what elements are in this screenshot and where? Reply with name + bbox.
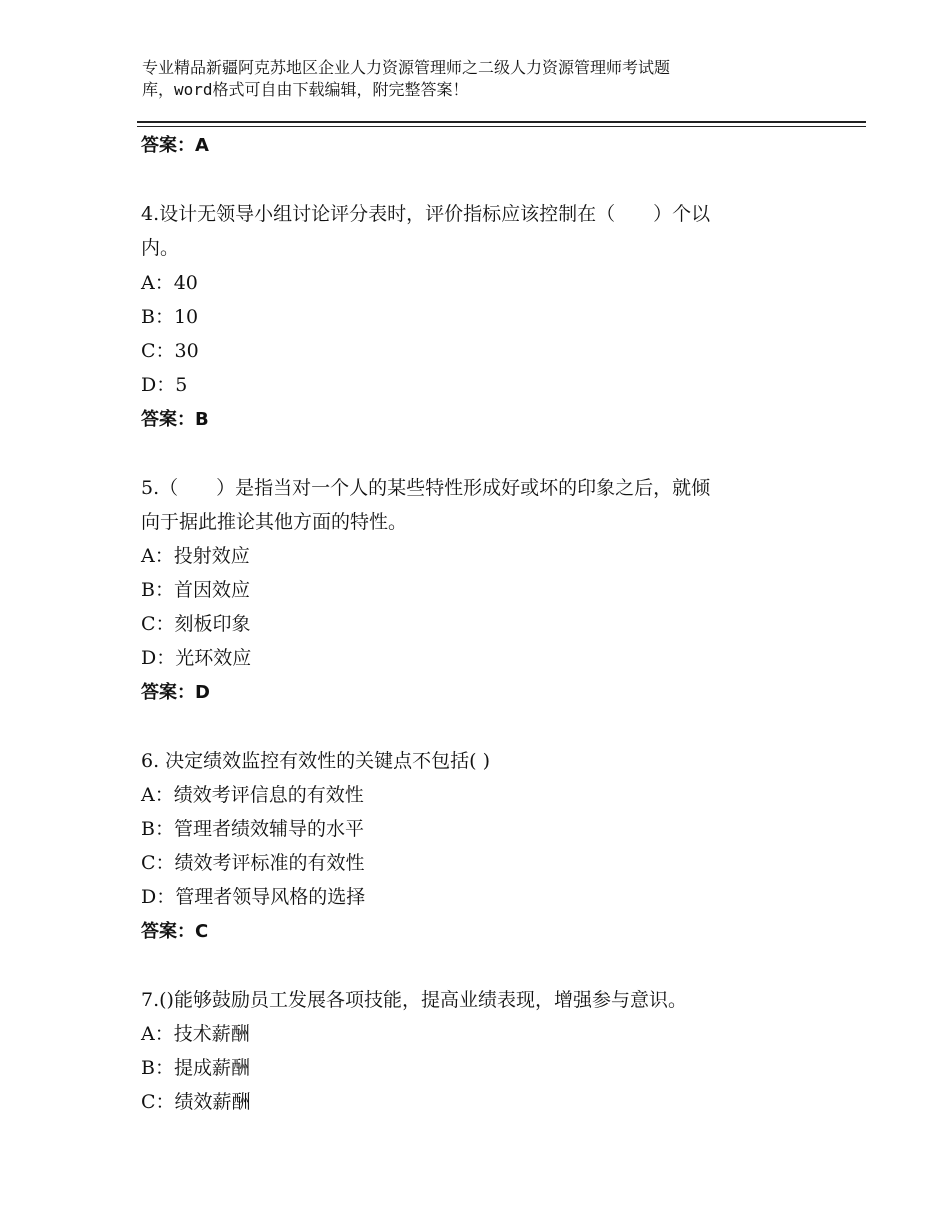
question-6-option-c: C：绩效考评标准的有效性 (141, 852, 365, 874)
question-5-stem-line-2: 向于据此推论其他方面的特性。 (141, 511, 408, 533)
question-4-option-c: C：30 (141, 340, 199, 362)
answer-q6: 答案：C (141, 921, 209, 942)
question-4-option-a: A：40 (141, 272, 198, 294)
question-7-option-c: C：绩效薪酬 (141, 1091, 251, 1113)
header-title-line-1: 专业精品新疆阿克苏地区企业人力资源管理师之二级人力资源管理师考试题 (142, 58, 671, 77)
question-5-option-c: C：刻板印象 (141, 613, 251, 635)
question-6-stem: 6. 决定绩效监控有效性的关键点不包括( ) (141, 750, 491, 772)
answer-q4: 答案：B (141, 409, 209, 430)
question-4-option-b: B：10 (141, 306, 199, 328)
question-5-option-d: D：光环效应 (141, 647, 252, 669)
question-6-option-b: B：管理者绩效辅导的水平 (141, 818, 364, 840)
answer-q3: 答案：A (141, 135, 209, 156)
question-6-option-a: A：绩效考评信息的有效性 (141, 784, 364, 806)
question-7-option-a: A：技术薪酬 (141, 1023, 250, 1045)
question-7-stem: 7.()能够鼓励员工发展各项技能，提高业绩表现，增强参与意识。 (141, 989, 687, 1011)
header-rule-thin (137, 126, 866, 127)
answer-q5: 答案：D (141, 682, 210, 703)
question-4-stem-line-2: 内。 (141, 237, 180, 259)
question-6-option-d: D：管理者领导风格的选择 (141, 886, 366, 908)
header-title-line-2: 库，word格式可自由下载编辑，附完整答案！ (142, 80, 469, 99)
question-5-option-b: B：首因效应 (141, 579, 250, 601)
question-5-stem-line-1: 5.（ ）是指当对一个人的某些特性形成好或坏的印象之后，就倾 (141, 477, 711, 499)
question-5-option-a: A：投射效应 (141, 545, 250, 567)
question-4-option-d: D：5 (141, 374, 188, 396)
header-rule-thick (137, 121, 866, 123)
document-header (142, 57, 782, 101)
question-4-stem-line-1: 4.设计无领导小组讨论评分表时，评价指标应该控制在（ ）个以 (141, 203, 711, 225)
question-7-option-b: B：提成薪酬 (141, 1057, 250, 1079)
